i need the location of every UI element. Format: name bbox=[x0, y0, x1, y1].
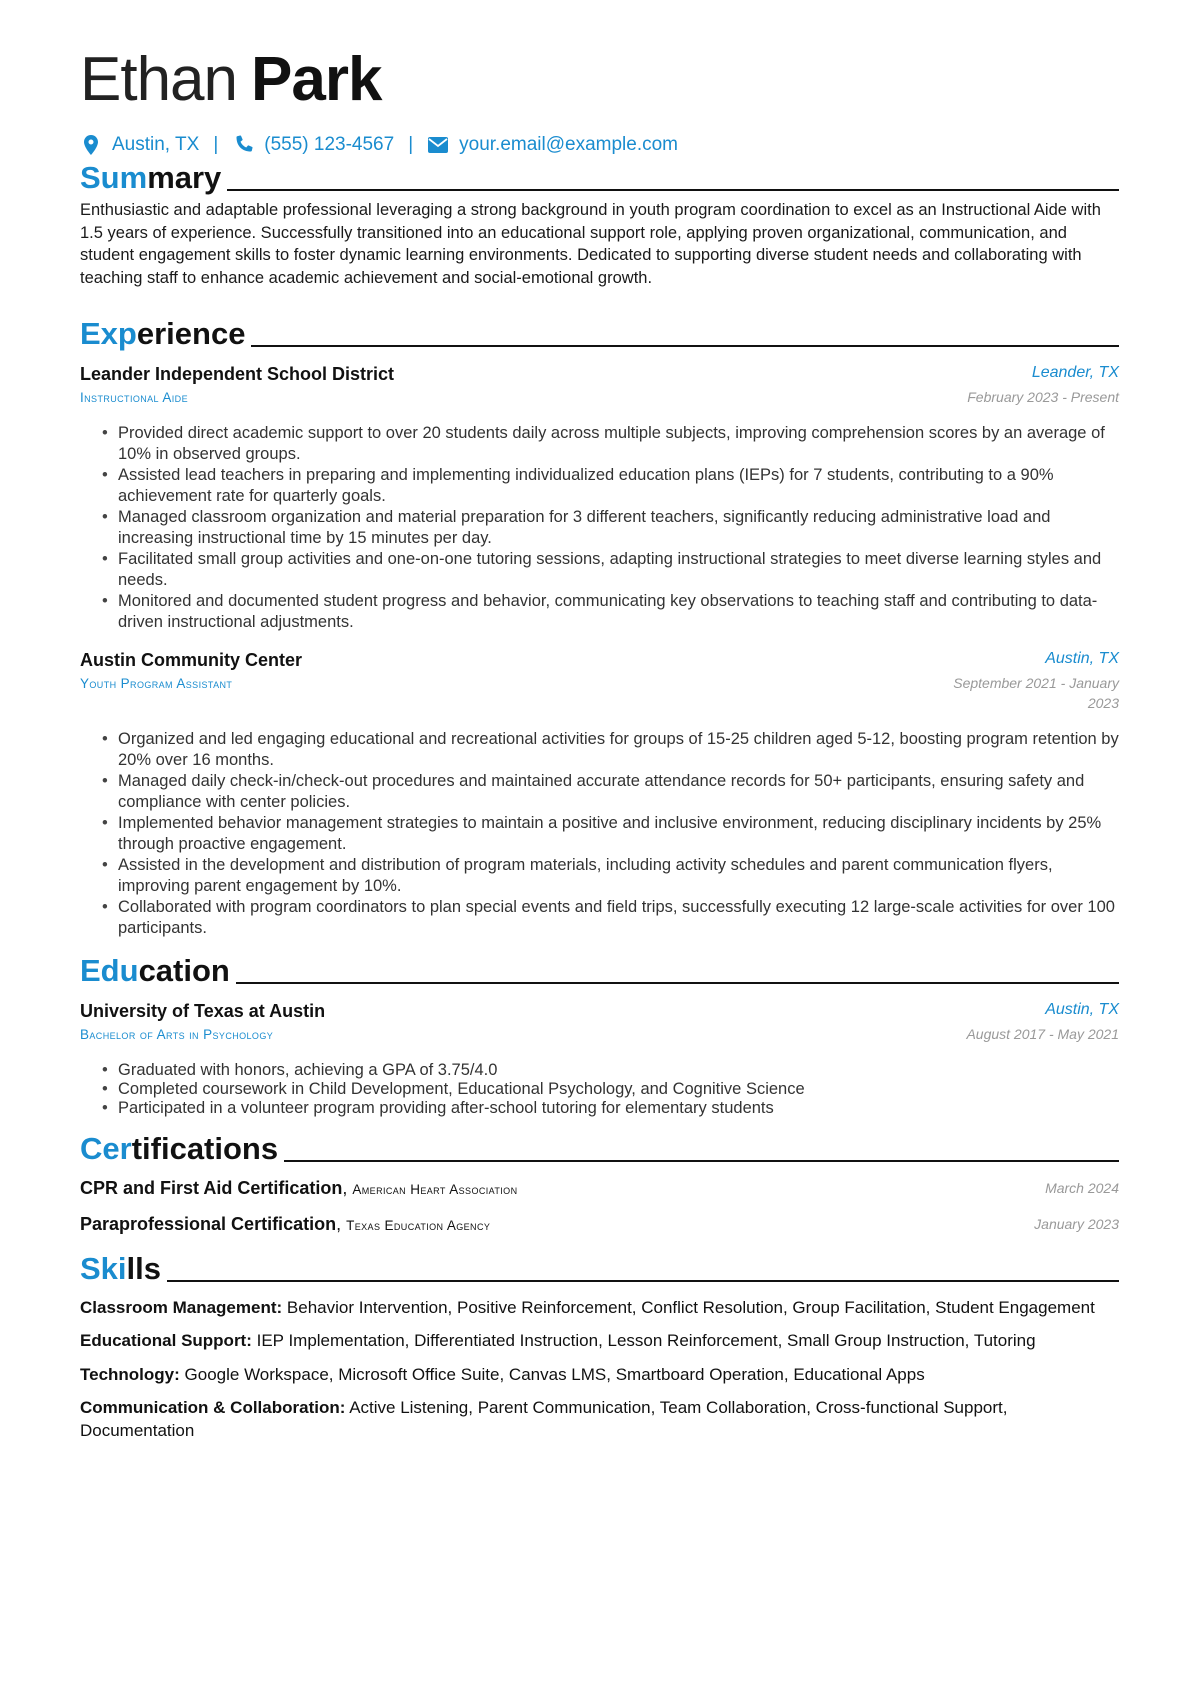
education-dates: August 2017 - May 2021 bbox=[966, 1026, 1119, 1042]
experience-heading bbox=[80, 311, 1119, 351]
certification-date: March 2024 bbox=[1045, 1180, 1119, 1196]
certification-org: American Heart Association bbox=[352, 1182, 518, 1197]
envelope-icon bbox=[427, 134, 449, 156]
summary-text: Enthusiastic and adaptable professional leveraging a strong background in youth program coordination to excel as an Instructional Aide with 1.5 years of experience. Successfully transitioned into an educational support role, applying proven organizational, communication, and student engagement skills to foster dynamic learning environments. Dedicated to supporting diverse student needs and collaborating with teaching staff to enhance academic achievement and social-emotional growth. bbox=[80, 201, 1101, 287]
job-organization: Leander Independent School District bbox=[80, 364, 395, 384]
certification-item: CPR and First Aid Certification, American Heart Association March 2024 bbox=[80, 1178, 1119, 1198]
skill-label: Communication & Collaboration: bbox=[80, 1398, 346, 1417]
job-location: Austin, TX bbox=[1045, 650, 1119, 667]
contact-separator: | bbox=[213, 134, 219, 155]
list-item: • Implemented behavior management strategies to maintain a positive and inclusive environment, reducing disciplinary incidents by 25% through proactive engagement. bbox=[118, 813, 1119, 855]
summary-heading bbox=[80, 155, 1119, 195]
skill-label: Classroom Management: bbox=[80, 1298, 283, 1317]
degree: Bachelor of Arts in Psychology bbox=[80, 1027, 274, 1042]
skill-row bbox=[80, 1364, 1119, 1387]
list-item: • Assisted lead teachers in preparing and implementing individualized education plans (IEPs) for 7 students, contributing to a 90% achievement rate for quarterly goals. bbox=[118, 465, 1119, 507]
job-location: Leander, TX bbox=[1031, 364, 1119, 381]
list-item: • Completed coursework in Child Development, Educational Psychology, and Cognitive Science bbox=[118, 1080, 1119, 1099]
phone-icon bbox=[232, 134, 254, 156]
skill-value: IEP Implementation, Differentiated Instruction, Lesson Reinforcement, Small Group Instruction, Tutoring bbox=[256, 1331, 1036, 1350]
skill-row bbox=[80, 1397, 1119, 1442]
candidate-name bbox=[80, 44, 381, 116]
phone-text[interactable]: (555) 123-4567 bbox=[264, 134, 395, 155]
skill-value: Behavior Intervention, Positive Reinforcement, Conflict Resolution, Group Facilitation, Student Engagement bbox=[286, 1298, 1095, 1317]
section-rule bbox=[251, 345, 1119, 347]
list-item: • Assisted in the development and distribution of program materials, including activity schedules and parent communication flyers, improving parent engagement by 10%. bbox=[118, 855, 1119, 897]
section-title: Skills bbox=[80, 1251, 161, 1286]
list-item: • Managed daily check-in/check-out procedures and maintained accurate attendance records for 50+ participants, ensuring safety and compliance with center policies. bbox=[118, 771, 1119, 813]
education-heading bbox=[80, 948, 1119, 988]
list-item: • Graduated with honors, achieving a GPA of 3.75/4.0 bbox=[118, 1061, 1119, 1080]
list-item: • Monitored and documented student progress and behavior, communicating key observations to teaching staff and contributing to data-driven instructional adjustments. bbox=[118, 591, 1119, 633]
certifications-heading bbox=[80, 1126, 1119, 1166]
certification-org: Texas Education Agency bbox=[346, 1218, 491, 1233]
school-name: University of Texas at Austin bbox=[80, 1001, 326, 1021]
skill-value: Active Listening, Parent Communication, Team Collaboration, Cross-functional Support, Documentation bbox=[80, 1398, 1008, 1440]
certification-name: Paraprofessional Certification bbox=[80, 1214, 337, 1234]
list-item: • Collaborated with program coordinators to plan special events and field trips, successfully executing 12 large-scale activities for over 100 participants. bbox=[118, 897, 1119, 939]
last-name: Park bbox=[251, 45, 382, 114]
skill-row bbox=[80, 1297, 1119, 1320]
list-item: • Facilitated small group activities and one-on-one tutoring sessions, adapting instructional strategies to meet diverse learning styles and needs. bbox=[118, 549, 1119, 591]
job-dates: February 2023 - Present bbox=[967, 389, 1119, 405]
list-item: • Participated in a volunteer program providing after-school tutoring for elementary students bbox=[118, 1099, 1119, 1118]
section-rule bbox=[227, 189, 1119, 191]
job-organization: Austin Community Center bbox=[80, 650, 303, 670]
skill-value: Google Workspace, Microsoft Office Suite, Canvas LMS, Smartboard Operation, Educational Apps bbox=[184, 1365, 925, 1384]
certification-date: January 2023 bbox=[1034, 1216, 1119, 1232]
education-bullets bbox=[80, 1061, 1119, 1118]
list-item: • Provided direct academic support to over 20 students daily across multiple subjects, improving comprehension scores by an average of 10% in observed groups. bbox=[118, 423, 1119, 465]
section-rule bbox=[284, 1160, 1119, 1162]
school-location: Austin, TX bbox=[1045, 1001, 1119, 1018]
job-dates: September 2021 - January 2023 bbox=[953, 675, 1119, 711]
skill-label: Technology: bbox=[80, 1365, 180, 1384]
section-rule bbox=[167, 1280, 1119, 1282]
section-title: Experience bbox=[80, 316, 246, 351]
section-rule bbox=[236, 982, 1119, 984]
skill-label: Educational Support: bbox=[80, 1331, 252, 1350]
contact-line bbox=[80, 134, 678, 156]
first-name: Ethan bbox=[80, 45, 238, 114]
list-item: • Organized and led engaging educational and recreational activities for groups of 15-25 children aged 5-12, boosting program retention by 20% over 16 months. bbox=[118, 729, 1119, 771]
list-item: • Managed classroom organization and material preparation for 3 different teachers, significantly reducing administrative load and increasing instructional time by 15 minutes per day. bbox=[118, 507, 1119, 549]
section-title: Education bbox=[80, 953, 230, 988]
map-pin-icon bbox=[80, 134, 102, 156]
email-link[interactable]: your.email@example.com bbox=[459, 134, 678, 155]
location-text: Austin, TX bbox=[112, 134, 200, 155]
skills-heading bbox=[80, 1246, 1119, 1286]
job-bullets bbox=[80, 423, 1119, 633]
section-title: Certifications bbox=[80, 1131, 279, 1166]
job-role: Youth Program Assistant bbox=[80, 676, 233, 691]
skill-row bbox=[80, 1330, 1119, 1353]
section-title: Summary bbox=[80, 160, 222, 195]
job-role: Instructional Aide bbox=[80, 390, 188, 405]
job-bullets bbox=[80, 729, 1119, 939]
certification-name: CPR and First Aid Certification bbox=[80, 1178, 343, 1198]
contact-separator: | bbox=[408, 134, 414, 155]
certification-item: Paraprofessional Certification, Texas Education Agency January 2023 bbox=[80, 1214, 1119, 1234]
